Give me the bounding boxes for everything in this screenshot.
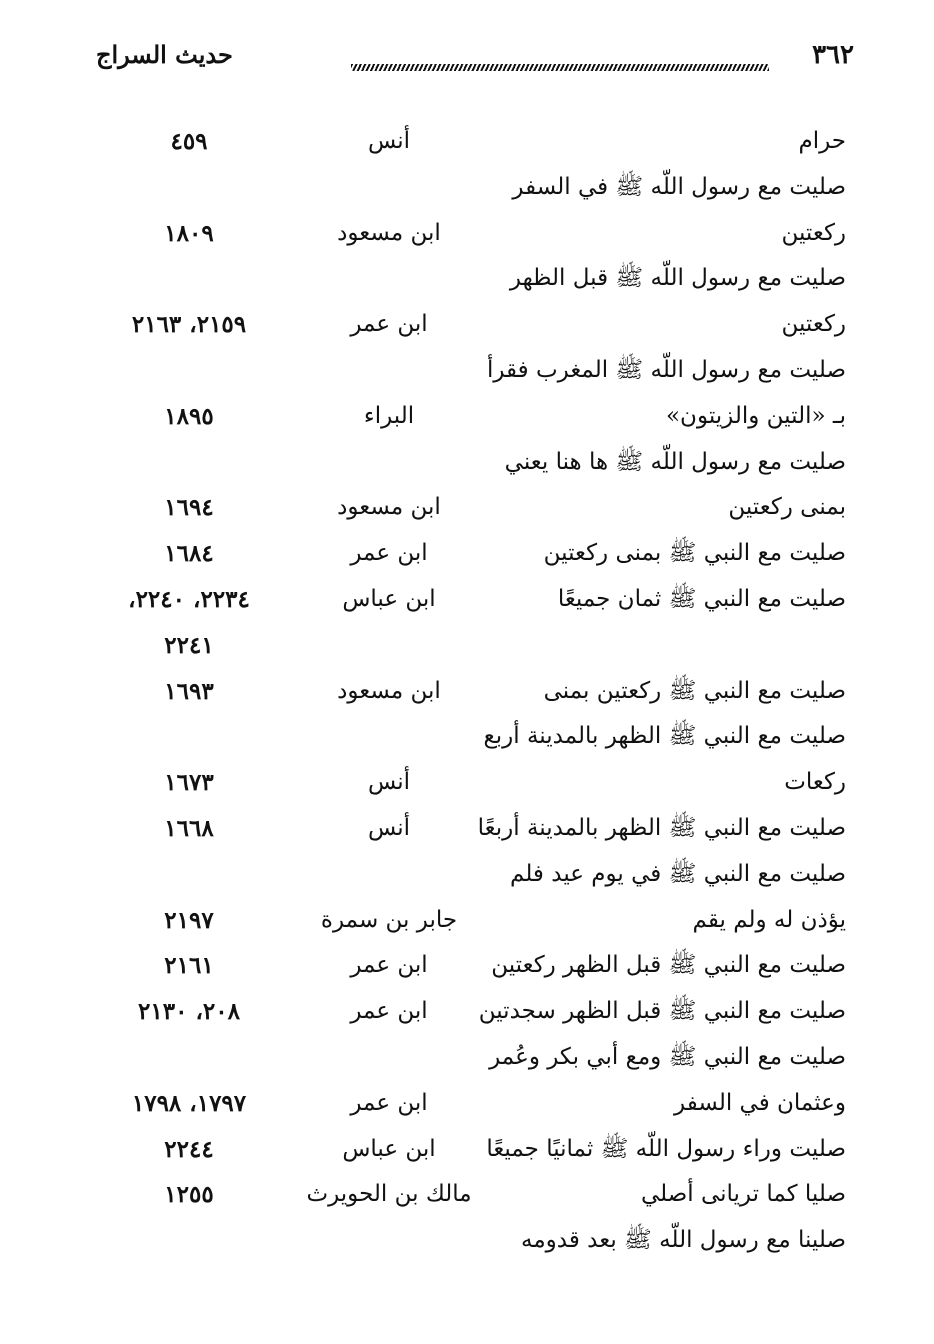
index-row xyxy=(96,302,854,348)
index-row xyxy=(96,1035,854,1081)
hadith-text: صليا كما تريانى أصلي xyxy=(640,1181,846,1208)
narrator-name: ابن عباس xyxy=(342,585,436,612)
index-row xyxy=(96,1218,854,1264)
hadith-numbers: ٢٢٣٤، ٢٢٤٠، xyxy=(128,585,250,613)
index-row xyxy=(96,898,854,944)
index-row xyxy=(96,1172,854,1218)
index-row xyxy=(96,989,854,1035)
hadith-numbers: ١٦٨٤ xyxy=(164,540,214,568)
page-number: ٣٦٢ xyxy=(812,40,854,70)
hadith-text: صليت وراء رسول اللّه ﷺ ثمانيًا جميعًا xyxy=(486,1135,846,1162)
narrator-name: ابن عباس xyxy=(342,1135,436,1162)
hadith-numbers: ١٦٩٣ xyxy=(164,677,214,705)
narrator-name: ابن مسعود xyxy=(337,494,441,521)
hadith-text: ركعتين xyxy=(781,219,846,246)
index-row xyxy=(96,577,854,623)
index-row xyxy=(96,1127,854,1173)
page-header xyxy=(96,40,854,80)
hadith-numbers: ١٦٩٤ xyxy=(164,494,214,522)
hadith-text: صليت مع النبي ﷺ الظهر بالمدينة أربع xyxy=(483,723,846,750)
hadith-text: صليت مع رسول اللّه ﷺ في السفر xyxy=(512,173,846,200)
index-row xyxy=(96,256,854,302)
narrator-name: مالك بن الحويرث xyxy=(306,1181,472,1208)
hadith-text: صليت مع النبي ﷺ قبل الظهر ركعتين xyxy=(491,952,846,979)
index-row xyxy=(96,806,854,852)
index-row xyxy=(96,714,854,760)
hadith-text: صليت مع النبي ﷺ ركعتين بمنى xyxy=(543,677,846,704)
header-rule xyxy=(351,64,769,71)
hadith-numbers: ١٨٩٥ xyxy=(164,402,214,430)
index-row xyxy=(96,669,854,715)
index-row xyxy=(96,485,854,531)
narrator-name: أنس xyxy=(367,814,411,841)
narrator-name: ابن عمر xyxy=(350,540,428,567)
hadith-numbers: ٢٢٤٤ xyxy=(164,1135,214,1163)
index-row xyxy=(96,348,854,394)
hadith-numbers: ٤٥٩ xyxy=(170,128,208,155)
hadith-text: صليت مع رسول اللّه ﷺ ها هنا يعني xyxy=(504,448,846,475)
hadith-text: صليت مع رسول اللّه ﷺ قبل الظهر xyxy=(509,265,846,292)
hadith-numbers: ١٨٠٩ xyxy=(164,219,214,247)
index-row xyxy=(96,531,854,577)
index-row xyxy=(96,852,854,898)
index-row xyxy=(96,165,854,211)
hadith-text: صليت مع النبي ﷺ ومع أبي بكر وعُمر xyxy=(489,1043,846,1070)
hadith-numbers: ١٦٦٨ xyxy=(164,814,214,842)
narrator-name: ابن مسعود xyxy=(337,219,441,246)
hadith-numbers: ١٧٩٧، ١٧٩٨ xyxy=(131,1089,247,1117)
narrator-name: ابن عمر xyxy=(350,998,428,1025)
narrator-name: ابن عمر xyxy=(350,952,428,979)
hadith-numbers: ١٦٧٣ xyxy=(164,769,214,797)
hadith-text: بـ «التين والزيتون» xyxy=(665,402,846,429)
hadith-numbers: ٢٠٨، ٢١٣٠ xyxy=(138,998,240,1026)
hadith-text: يؤذن له ولم يقم xyxy=(692,906,846,933)
hadith-text: صليت مع النبي ﷺ قبل الظهر سجدتين xyxy=(478,998,846,1025)
hadith-text: صليت مع النبي ﷺ في يوم عيد فلم xyxy=(510,860,846,887)
narrator-name: البراء xyxy=(363,402,415,429)
index-row xyxy=(96,623,854,669)
book-title: حديث السراج xyxy=(96,40,233,69)
hadith-text: حرام xyxy=(798,128,846,154)
hadith-text: ركعتين xyxy=(781,311,846,338)
hadith-text: صليت مع رسول اللّه ﷺ المغرب فقرأ xyxy=(486,356,846,383)
narrator-name: جابر بن سمرة xyxy=(320,906,458,933)
narrator-name: ابن عمر xyxy=(350,311,428,338)
narrator-name: أنس xyxy=(367,769,411,796)
hadith-text: صلينا مع رسول اللّه ﷺ بعد قدومه xyxy=(521,1227,846,1254)
hadith-index-list xyxy=(96,119,854,1264)
narrator-name: ابن عمر xyxy=(350,1089,428,1116)
hadith-numbers: ٢١٦١ xyxy=(164,952,214,980)
hadith-numbers: ٢١٥٩، ٢١٦٣ xyxy=(131,311,247,339)
narrator-name: ابن مسعود xyxy=(337,677,441,704)
hadith-text: صليت مع النبي ﷺ ثمان جميعًا xyxy=(557,585,846,612)
hadith-text: صليت مع النبي ﷺ بمنى ركعتين xyxy=(543,540,846,567)
index-row xyxy=(96,440,854,486)
hadith-numbers: ٢٢٤١ xyxy=(164,631,214,659)
hadith-text: ركعات xyxy=(784,769,846,796)
hadith-text: بمنى ركعتين xyxy=(728,494,846,521)
index-row xyxy=(96,119,854,165)
hadith-text: صليت مع النبي ﷺ الظهر بالمدينة أربعًا xyxy=(477,814,846,841)
narrator-name: أنس xyxy=(367,128,411,154)
index-row xyxy=(96,211,854,257)
hadith-numbers: ٢١٩٧ xyxy=(164,906,214,934)
index-row xyxy=(96,1081,854,1127)
hadith-numbers: ١٢٥٥ xyxy=(164,1181,214,1209)
index-row xyxy=(96,760,854,806)
hadith-text: وعثمان في السفر xyxy=(674,1089,846,1116)
index-row xyxy=(96,943,854,989)
index-row xyxy=(96,394,854,440)
